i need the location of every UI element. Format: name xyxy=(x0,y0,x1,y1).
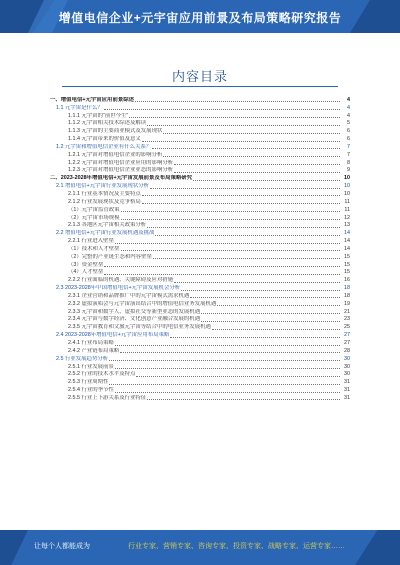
toc-entry-title: 2.3.2 虚拟演唱会与元宇宙演出结合中的增值电信业务发展机遇 xyxy=(68,300,217,307)
toc-dot-leader xyxy=(104,109,340,110)
toc-entry[interactable] xyxy=(50,284,350,292)
toc-entry-page: 7 xyxy=(347,151,350,158)
report-title: 增值电信企业+元宇宙应用前景及布局策略研究报告 xyxy=(58,11,342,25)
toc-entry[interactable] xyxy=(50,355,350,363)
toc-entry-page: 28 xyxy=(344,347,350,354)
toc-dot-leader xyxy=(121,211,340,212)
toc-heading-rule xyxy=(62,86,338,87)
toc-entry[interactable] xyxy=(50,363,350,371)
toc-dot-leader xyxy=(115,392,340,393)
toc-entry-title: 2.1.1 行业基本情况及主要特点 xyxy=(68,190,141,197)
toc-entry-title: （1）技术和人才壁垒 xyxy=(68,245,120,252)
toc-entry-title: 1.1.1 元宇宙的“前世今生” xyxy=(68,112,129,119)
toc-entry[interactable] xyxy=(50,300,350,308)
toc-entry[interactable] xyxy=(50,269,350,277)
toc-entry-title: 1.1.2 元宇宙相关技术综述及解读 xyxy=(68,120,147,127)
toc-entry-page: 15 xyxy=(344,261,350,268)
toc-entry-page: 4 xyxy=(347,96,350,103)
toc-entry[interactable] xyxy=(50,167,350,175)
toc-entry[interactable] xyxy=(50,386,350,394)
toc-dot-leader xyxy=(109,384,340,385)
toc-dot-leader xyxy=(142,203,340,204)
toc-entry-page: 30 xyxy=(344,371,350,378)
toc-dot-leader xyxy=(181,290,340,291)
toc-entry-title: 2.3.1 企业营销和品牌推广中的元宇宙模式需求机遇 xyxy=(68,292,190,299)
toc-entry[interactable] xyxy=(50,206,350,214)
toc-dot-leader xyxy=(170,337,340,338)
toc-entry[interactable] xyxy=(50,316,350,324)
toc-entry-title: 2.2 增值电信+元宇宙行业发展机遇及挑战 xyxy=(56,230,155,237)
toc-entry[interactable] xyxy=(50,159,350,167)
toc-dot-leader xyxy=(193,180,340,181)
toc-entry-page: 4 xyxy=(347,104,350,111)
toc-entry-page: 10 xyxy=(344,175,350,182)
toc-entry-title: 2.5.4 行业的季节性 xyxy=(68,387,114,394)
toc-entry[interactable] xyxy=(50,229,350,237)
toc-entry-page: 16 xyxy=(344,277,350,284)
toc-entry-page: 27 xyxy=(344,340,350,346)
toc-entry[interactable] xyxy=(50,253,350,261)
toc-dot-leader xyxy=(201,321,340,322)
toc-entry[interactable] xyxy=(50,237,350,245)
toc-dot-leader xyxy=(109,360,340,361)
toc-entry[interactable] xyxy=(50,143,350,151)
toc-entry[interactable] xyxy=(50,151,350,159)
toc-entry-page: 11 xyxy=(344,198,350,205)
toc-dot-leader xyxy=(163,133,340,134)
toc-entry-title: 1.2.1 元宇宙对增值电信企业的影响分析 xyxy=(68,151,163,158)
toc-entry-title: 2.1.3 各地区元宇宙相关政策分析 xyxy=(68,222,147,229)
toc-entry-page: 21 xyxy=(344,308,350,315)
toc-entry-page: 31 xyxy=(344,387,350,394)
toc-dot-leader xyxy=(104,274,340,275)
toc-entry-title: （2）元宇宙市场规模 xyxy=(68,214,120,221)
toc-entry-title: （4）人才壁垒 xyxy=(68,269,104,276)
toc-entry-title: （3）资金壁垒 xyxy=(68,261,104,268)
toc-entry[interactable] xyxy=(50,276,350,284)
footer-slogan: 让每个人都能成为 xyxy=(34,543,90,550)
toc-entry-title: 1.2 元宇宙和增值电信企业有什么关系？ xyxy=(56,143,152,150)
toc-dot-leader xyxy=(121,250,340,251)
toc-entry-page: 7 xyxy=(347,143,350,150)
toc-entry-page: 15 xyxy=(344,253,350,260)
toc-entry-page: 19 xyxy=(344,300,350,307)
toc-entry[interactable] xyxy=(50,198,350,206)
toc-entry[interactable] xyxy=(50,174,350,182)
toc-entry-title: 2.1.2 行业发展现状及竞争格局 xyxy=(68,198,141,205)
toc-entry[interactable] xyxy=(50,112,350,120)
toc-entry-page: 8 xyxy=(347,159,350,166)
toc-entry-title: 1.1.3 元宇宙的主要商业模式及发展现状 xyxy=(68,128,163,135)
toc-entry-title: （2）完整的产业链生态和内容壁垒 xyxy=(68,253,152,260)
toc-dot-leader xyxy=(115,243,340,244)
toc-entry-title: 2.3 2023-2028年中国增值电信+元宇宙发展机会分析 xyxy=(56,285,181,292)
toc-entry-title: 2.5.2 行业的技术水平及特点 xyxy=(68,371,136,378)
toc-entry-page: 6 xyxy=(347,136,350,143)
footer-roles: 行业专家、营销专家、咨询专家、投资专家、战略专家、运营专家…… xyxy=(128,543,345,550)
toc-entry[interactable] xyxy=(50,190,350,198)
toc-entry-title: 2.3.3 元宇宙和数字人、虚拟社交等新型业态的发展机遇 xyxy=(68,308,201,315)
footer-right-decoration xyxy=(355,530,400,565)
toc-entry-page: 23 xyxy=(344,316,350,323)
toc-entry-page: 14 xyxy=(344,230,350,237)
toc-entry-page: 13 xyxy=(344,222,350,229)
toc-entry-title: 2.2.1 行业进入壁垒 xyxy=(68,238,114,245)
toc-entry-title: 2.4.1 行业布局策略 xyxy=(68,340,114,346)
toc-entry-page: 27 xyxy=(344,332,350,339)
toc-entry-page: 25 xyxy=(344,324,350,331)
toc-dot-leader xyxy=(142,141,340,142)
toc-dot-leader xyxy=(129,117,340,118)
report-header-band xyxy=(0,0,400,33)
toc-entry[interactable] xyxy=(50,222,350,230)
toc-entry-page: 15 xyxy=(344,269,350,276)
toc-entry-page: 30 xyxy=(344,355,350,362)
toc-dot-leader xyxy=(120,352,340,353)
toc-dot-leader xyxy=(174,164,340,165)
toc-entry-title: 2.1 增值电信+元宇宙行业发展现状分析 xyxy=(56,183,149,190)
toc-entry[interactable] xyxy=(50,214,350,222)
toc-entry[interactable] xyxy=(50,292,350,300)
toc-entry-page: 18 xyxy=(344,285,350,292)
toc-dot-leader xyxy=(147,125,340,126)
toc-entry-page: 14 xyxy=(344,238,350,245)
toc-entry[interactable] xyxy=(50,394,350,402)
toc-entry-title: 2.3.4 元宇宙与数字经济、文化创意产业融合发展的机遇 xyxy=(68,316,201,323)
toc-entry-page: 18 xyxy=(344,292,350,299)
toc-dot-leader xyxy=(163,156,340,157)
footer-band xyxy=(0,530,400,565)
toc-entry-title: 2.5.3 行业周期性 xyxy=(68,379,109,386)
toc-entry[interactable] xyxy=(50,323,350,331)
toc-entry[interactable] xyxy=(50,104,350,112)
toc-entry[interactable] xyxy=(50,120,350,128)
toc-dot-leader xyxy=(136,376,340,377)
toc-entry-page: 9 xyxy=(347,167,350,174)
toc-entry-title: 二、2023-2028年增值电信+元宇宙发展前景及布局策略研究 xyxy=(50,175,193,182)
toc-entry-title: 2.5.5 行业上下游关系及行业特征 xyxy=(68,394,147,401)
toc-entry[interactable] xyxy=(50,308,350,316)
toc-entry-title: 1.2.3 元宇宙对增值电信企业业态的影响分析 xyxy=(68,167,174,174)
toc-entry-page: 6 xyxy=(347,128,350,135)
toc-entry-title: 一、增值电信+元宇宙应用前景综述 xyxy=(50,96,135,103)
toc-entry[interactable] xyxy=(50,135,350,143)
toc-dot-leader xyxy=(152,148,340,149)
toc-entry-page: 10 xyxy=(344,190,350,197)
toc-entry-page: 10 xyxy=(344,183,350,190)
toc-entry-page: 14 xyxy=(344,245,350,252)
toc-dot-leader xyxy=(135,101,340,102)
toc-dot-leader xyxy=(217,305,340,306)
toc-dot-leader xyxy=(147,227,340,228)
toc-entry-page: 31 xyxy=(344,379,350,386)
toc-entry-page: 5 xyxy=(347,120,350,127)
toc-dot-leader xyxy=(147,399,340,400)
toc-entry[interactable] xyxy=(50,245,350,253)
toc-entry[interactable] xyxy=(50,127,350,135)
toc-dot-leader xyxy=(201,313,340,314)
toc-dot-leader xyxy=(174,282,340,283)
toc-entry-title: 1.1.4 元宇宙带来的价值及意义 xyxy=(68,136,141,143)
toc-entry-title: 2.4 2023-2028年增值电信+元宇宙应用布局策略 xyxy=(56,332,170,339)
toc-entry-title: （1）元宇宙监管政策 xyxy=(68,206,120,213)
footer-left-decoration xyxy=(0,530,28,565)
toc-entry-title: 2.5.1 行业发展前景 xyxy=(68,363,114,370)
toc-entry-title: 2.5 行业发展趋势分析 xyxy=(56,355,109,362)
toc-entry-title: 2.4.2 产业链布局策略 xyxy=(68,347,120,354)
toc-dot-leader xyxy=(104,266,340,267)
toc-entry-page: 30 xyxy=(344,363,350,370)
toc-entry[interactable] xyxy=(50,96,350,104)
toc-dot-leader xyxy=(142,195,340,196)
toc-entry[interactable] xyxy=(50,182,350,190)
toc-entry-page: 31 xyxy=(344,394,350,401)
toc-entry-title: 2.3.5 元宇宙教育和文旅元宇宙等结合中的电信业务发展机遇 xyxy=(68,324,211,331)
toc-entry[interactable] xyxy=(50,371,350,379)
toc-entry[interactable] xyxy=(50,331,350,339)
toc-entry-title: 1.2.2 元宇宙对增值电信企业应用的影响分析 xyxy=(68,159,174,166)
toc-entry-page: 4 xyxy=(347,112,350,119)
toc-entry[interactable] xyxy=(50,339,350,347)
toc-entry[interactable] xyxy=(50,347,350,355)
table-of-contents xyxy=(50,96,350,402)
toc-entry-title: 2.2.2 行业面临的机遇、关键障碍及应对措施 xyxy=(68,277,174,284)
toc-heading: 内容目录 xyxy=(171,69,228,84)
toc-dot-leader xyxy=(115,368,340,369)
toc-dot-leader xyxy=(121,219,340,220)
toc-entry[interactable] xyxy=(50,378,350,386)
toc-entry-page: 12 xyxy=(344,214,350,221)
toc-dot-leader xyxy=(155,235,340,236)
toc-dot-leader xyxy=(150,188,340,189)
toc-dot-leader xyxy=(190,297,340,298)
toc-dot-leader xyxy=(115,345,340,346)
toc-entry[interactable] xyxy=(50,261,350,269)
toc-dot-leader xyxy=(212,329,340,330)
toc-dot-leader xyxy=(153,258,340,259)
toc-entry-page: 11 xyxy=(344,206,350,213)
toc-dot-leader xyxy=(174,172,340,173)
toc-entry-title: 1.1 元宇宙是什么？ xyxy=(56,104,103,111)
